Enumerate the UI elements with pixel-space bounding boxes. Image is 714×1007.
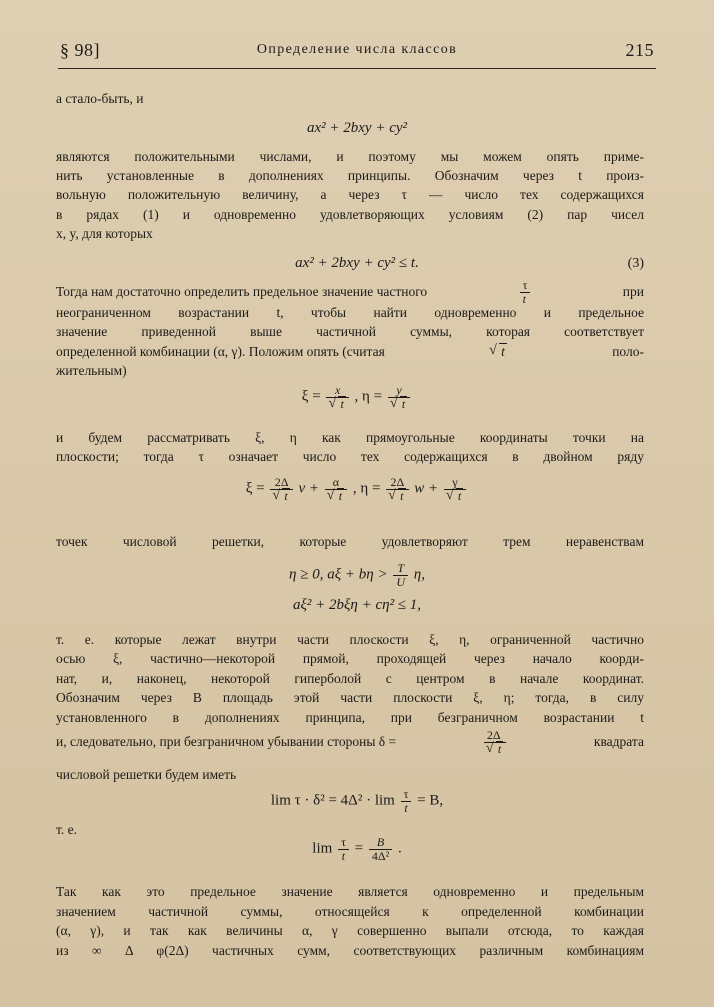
- formula-quadratic-form: ax² + 2bxy + cy²: [306, 120, 408, 136]
- text-line: Обозначим через B площадь этой части плоскости ξ, η; тогда, в силу: [56, 690, 644, 705]
- text-line: x, y, для которых: [56, 226, 153, 241]
- formula-lattice: ξ = 2Δ √ t v + α √ t , η = 2Δ √ t w + γ √ t: [0, 476, 714, 502]
- fraction-tau-over-t: $\frac{\tau}{t}$: [520, 279, 531, 305]
- text-line: точек числовой решетки, которые удовлетворяют трем неравенствам: [56, 534, 644, 549]
- text-line: жительным): [56, 363, 127, 378]
- text-fragment: определенной комбинации (α, γ). Положим опять (считая: [56, 344, 385, 359]
- text-line: числовой решетки будем иметь: [56, 767, 237, 782]
- text-line: значением частичной суммы, относящейся к определенной комбинации: [56, 904, 644, 919]
- equation-number: (3): [627, 256, 644, 271]
- text-line: нат, и, наконец, некоторой гиперболой с центром в начале координат.: [56, 671, 644, 686]
- page-number: 215: [625, 40, 654, 60]
- text-line: а стало-быть, и: [56, 91, 144, 106]
- text-line: (α, γ), и так как величины α, γ совершенно выпали отсюда, то каждая: [56, 923, 644, 938]
- text-line: неограниченном возрастании t, чтобы найти одновременно и предельное: [56, 305, 644, 320]
- text-line: и будем рассматривать ξ, η как прямоугольные координаты точки на: [56, 430, 644, 445]
- text-line-with-fraction: [56, 279, 644, 305]
- text-line: в рядах (1) и одновременно удовлетворяющих условиям (2) пар чисел: [56, 207, 644, 222]
- text-fragment: при: [622, 284, 644, 300]
- text-fragment: Тогда нам достаточно определить предельное значение частного: [56, 284, 428, 300]
- text-line-with-sqrt: [56, 345, 644, 359]
- text-line: т. е. которые лежат внутри части плоскости ξ, η, ограниченной частично: [56, 632, 644, 647]
- text-line: являются положительными числами, и поэтому мы можем опять приме-: [56, 149, 644, 164]
- text-fragment: и, следовательно, при безграничном убывании стороны δ =: [56, 734, 397, 750]
- fraction-delta: 2Δ √ t: [484, 729, 506, 755]
- formula-xi-eta: ξ = x √ t , η = y √ t: [0, 384, 714, 410]
- text-line: из ∞ Δ φ(2Δ) частичных сумм, соответствующих различным комбинациям: [56, 943, 644, 958]
- formula-inequality-3: ax² + 2bxy + cy² ≤ t.: [295, 255, 419, 271]
- text-line: вольную положительную величину, а через τ — число тех содержащихся: [56, 187, 644, 202]
- page-header-title: Определение числа классов: [256, 42, 458, 57]
- text-line: значение приведенной выше частичной суммы, которая соответствует: [56, 324, 644, 339]
- text-line-with-fraction: [56, 729, 644, 755]
- text-line: установленного в дополнениях принципа, при безграничном возрастании t: [56, 710, 644, 725]
- text-fragment: поло-: [612, 344, 644, 359]
- text-line: нить установленные в дополнениях принципы. Обозначим через t произ-: [56, 168, 644, 183]
- sqrt-t: √ t: [490, 345, 507, 359]
- formula-limit-2: lim $\frac{\tau}{t}$ = $\frac{B}{\text{4Δ²}}$ .: [312, 835, 402, 863]
- section-number: § 98]: [60, 40, 100, 60]
- formula-inequalities-b: aξ² + 2bξη + cη² ≤ 1,: [292, 597, 422, 613]
- text-fragment: квадрата: [593, 734, 644, 750]
- header-rule: [58, 68, 656, 69]
- text-line: осью ξ, частично—некоторой прямой, проходящей через начало коорди-: [56, 651, 644, 666]
- text-line: т. е.: [56, 822, 78, 837]
- text-line: Так как это предельное значение является одновременно и предельным: [56, 884, 644, 899]
- formula-limit-1: lim τ · δ² = 4Δ² · lim $\frac{\tau}{t}$ = B,: [270, 787, 444, 815]
- text-line: плоскости; тогда τ означает число тех содержащихся в двойном ряду: [56, 449, 644, 464]
- running-header: [60, 40, 654, 64]
- formula-inequalities-a: η ≥ 0, aξ + bη > $\frac{T}{U}$ η,: [289, 561, 425, 589]
